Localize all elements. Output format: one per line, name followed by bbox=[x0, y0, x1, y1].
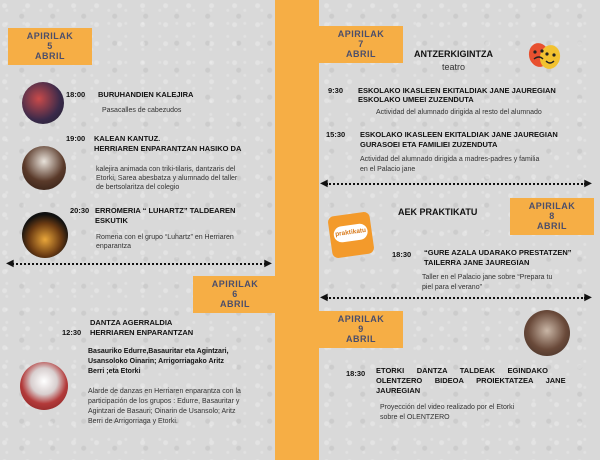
event-description: Actividad del alumnado dirigida a madres-padres y familia bbox=[360, 156, 540, 163]
date-tag-day-number: 9 bbox=[358, 324, 364, 334]
event-title: GURASOEI ETA FAMILIEI ZUZENDUTA bbox=[360, 140, 498, 149]
event-title: TAILERRA JANE JAUREGIAN bbox=[424, 258, 530, 267]
arrow-right-icon: ▶ bbox=[264, 258, 272, 269]
praktikatu-logo bbox=[327, 211, 374, 258]
event-title: BURUHANDIEN KALEJIRA bbox=[98, 90, 194, 99]
date-tag-day-number: 5 bbox=[47, 41, 53, 51]
romeria-photo bbox=[22, 212, 68, 258]
event-title: KALEAN KANTUZ. bbox=[94, 134, 161, 143]
event-time: 18:00 bbox=[66, 90, 86, 99]
dance-groups: Basauriko Edurre,Basauritar eta Agintzari, bbox=[88, 348, 229, 355]
event-time: 20:30 bbox=[70, 206, 90, 215]
event-title: ESKOLAKO IKASLEEN EKITALDIAK JANE JAUREGIAN bbox=[358, 86, 556, 95]
dance-groups: Usansoloko Oinarin; Arrigorriagako Aritz bbox=[88, 358, 225, 365]
section-title: ANTZERKIGINTZA bbox=[414, 49, 493, 59]
date-tag-8 bbox=[510, 198, 594, 235]
dantza-photo bbox=[20, 362, 68, 410]
event-title: “GURE AZALA UDARAKO PRESTATZEN” bbox=[424, 248, 572, 257]
event-description: kalejira animada con triki-tilaris, dantzaris del bbox=[96, 166, 236, 173]
event-time: 18:30 bbox=[392, 250, 412, 259]
event-description: piel para el verano” bbox=[422, 284, 482, 291]
event-description: Alarde de danzas en Herriaren enparantza con la bbox=[88, 388, 241, 395]
date-tag-month: ABRIL bbox=[537, 221, 567, 231]
event-time: 19:00 bbox=[66, 134, 86, 143]
divider-arrow bbox=[320, 179, 592, 189]
date-tag-month: ABRIL bbox=[346, 49, 376, 59]
event-title: ESKUTIK bbox=[95, 216, 128, 225]
date-tag-month: ABRIL bbox=[220, 299, 250, 309]
arrow-left-icon: ◀ bbox=[6, 258, 14, 269]
event-title: DANTZA AGERRALDIA bbox=[90, 318, 173, 327]
timeline-stripe bbox=[275, 0, 319, 460]
event-description: Proyección del video realizado por el Etorki bbox=[380, 404, 515, 411]
date-tag-7 bbox=[319, 26, 403, 63]
event-description: en el Palacio jane bbox=[360, 166, 416, 173]
divider-arrow bbox=[6, 259, 272, 269]
date-tag-day-label: APIRILAK bbox=[337, 29, 385, 39]
arrow-left-icon: ◀ bbox=[320, 292, 328, 303]
event-description: Agintzari de Basauri; Oinarin de Usansolo; Aritz bbox=[88, 408, 236, 415]
event-description: Romeria con el grupo “Luhartz” en Herriaren bbox=[96, 234, 234, 241]
date-tag-day-label: APIRILAK bbox=[528, 201, 576, 211]
event-description: sobre el OLENTZERO bbox=[380, 414, 450, 421]
arrow-right-icon: ▶ bbox=[584, 292, 592, 303]
praktikatu-logo-text: praktikatu bbox=[333, 223, 369, 244]
divider-arrow bbox=[320, 293, 592, 303]
event-time: 12:30 bbox=[62, 328, 82, 337]
event-description: Etorki, Sarea abesbatza y alumnado del taller bbox=[96, 175, 238, 182]
olentzero-photo bbox=[524, 310, 570, 356]
event-title: JAUREGIAN bbox=[376, 386, 421, 395]
event-title: ETORKI DANTZA TALDEAK EGINDAKO bbox=[376, 366, 548, 375]
arrow-left-icon: ◀ bbox=[320, 178, 328, 189]
event-title: ESKOLAKO IKASLEEN EKITALDIAK JANE JAUREGIAN bbox=[360, 130, 558, 139]
event-title: ESKOLAKO UMEEI ZUZENDUTA bbox=[358, 95, 474, 104]
date-tag-day-number: 7 bbox=[358, 39, 364, 49]
date-tag-day-number: 6 bbox=[232, 289, 238, 299]
date-tag-day-number: 8 bbox=[549, 211, 555, 221]
event-description: participación de los grupos : Edurre, Basauritar y bbox=[88, 398, 240, 405]
kalejira-photo bbox=[22, 146, 66, 190]
event-description: Pasacalles de cabezudos bbox=[102, 107, 182, 114]
date-tag-month: ABRIL bbox=[346, 334, 376, 344]
date-tag-day-label: APIRILAK bbox=[211, 279, 259, 289]
date-tag-9 bbox=[319, 311, 403, 348]
theatre-masks-icon bbox=[526, 40, 562, 74]
event-time: 15:30 bbox=[326, 130, 346, 139]
event-title: HERRIAREN ENPARANTZAN bbox=[90, 328, 194, 337]
event-description: Berri de Arrigorriaga y Etorki. bbox=[88, 418, 178, 425]
event-description: Taller en el Palacio jane sobre “Prepara tu bbox=[422, 274, 553, 281]
event-title: HERRIAREN ENPARANTZAN HASIKO DA bbox=[94, 144, 242, 153]
arrow-right-icon: ▶ bbox=[584, 178, 592, 189]
cabezudos-photo bbox=[22, 82, 64, 124]
dance-groups: Berri ;eta Etorki bbox=[88, 368, 141, 375]
date-tag-6 bbox=[193, 276, 277, 313]
date-tag-5 bbox=[8, 28, 92, 65]
section-title: AEK PRAKTIKATU bbox=[398, 207, 478, 217]
event-title: ERROMERIA “ LUHARTZ” TALDEAREN bbox=[95, 206, 236, 215]
event-title: OLENTZERO BIDEOA PROIEKTATZEA JANE bbox=[376, 376, 566, 385]
date-tag-day-label: APIRILAK bbox=[26, 31, 74, 41]
event-description: de bertsolaritza del colegio bbox=[96, 184, 180, 191]
event-description: Actividad del alumnado dirigida al resto del alumnado bbox=[376, 109, 542, 116]
date-tag-month: ABRIL bbox=[35, 51, 65, 61]
event-time: 18:30 bbox=[346, 369, 366, 378]
section-subtitle: teatro bbox=[442, 62, 466, 72]
date-tag-day-label: APIRILAK bbox=[337, 314, 385, 324]
event-description: enparantza bbox=[96, 243, 132, 250]
event-time: 9:30 bbox=[328, 86, 344, 95]
